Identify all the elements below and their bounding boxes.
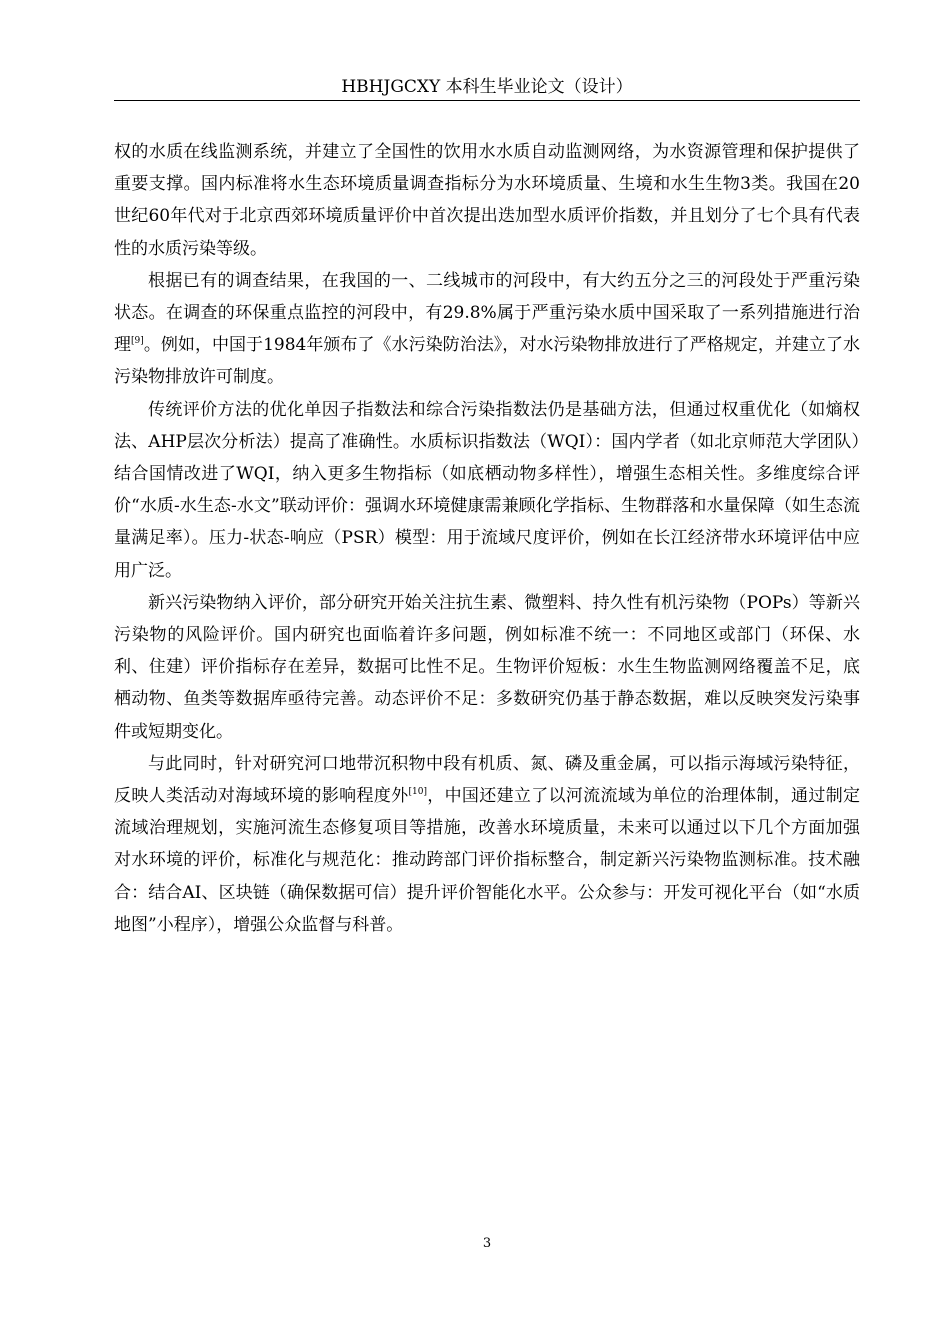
paragraph-2-text-before: 根据已有的调查结果，在我国的一、二线城市的河段中，有大约五分之三的河段处于严重污染状态。在调查的环保重点监控的河段中，有29.8%属于严重污染水质中国采取了一系列措施进行治理 [114, 270, 860, 356]
paragraph-5-text-before: 与此同时，针对研究河口地带沉积物中段有机质、氮、磷及重金属，可以指示海域污染特征，反映人类活动对海域环境的影响程度外 [114, 753, 860, 807]
citation-9: [9] [131, 336, 144, 347]
paragraph-1: 权的水质在线监测系统，并建立了全国性的饮用水水质自动监测网络，为水资源管理和保护提供了重要支撑。国内标准将水生态环境质量调查指标分为水环境质量、生境和水生生物3类。我国在20世纪60年代对于北京西郊环境质量评价中首次提出迭加型水质评价指数，并且划分了七个具有代表性的水质污染等级。 [114, 142, 860, 259]
page-number: 3 [482, 1236, 492, 1251]
citation-10: [10] [408, 787, 427, 798]
paragraph-3: 传统评价方法的优化单因子指数法和综合污染指数法仍是基础方法，但通过权重优化（如熵权法、AHP层次分析法）提高了准确性。水质标识指数法（WQI）：国内学者（如北京师范大学团队）结合国情改进了WQI，纳入更多生物指标（如底栖动物多样性），增强生态相关性。多维度综合评价“水质-水生态-水文”联动评价：强调水环境健康需兼顾化学指标、生物群落和水量保障（如生态流量满足率）。压力-状态-响应（PSR）模型：用于流域尺度评价，例如在长江经济带水环境评估中应用广泛。 [114, 399, 860, 581]
body-text [114, 136, 860, 941]
page-header-title: HBHJGCXY 本科生毕业论文（设计） [341, 77, 633, 97]
paragraph-2-text-after: 。例如，中国于1984年颁布了《水污染防治法》，对水污染物排放进行了严格规定，并建立了水污染物排放许可制度。 [114, 335, 861, 388]
paragraph-2 [114, 265, 860, 394]
header-divider [114, 100, 860, 101]
paragraph-5 [114, 748, 860, 941]
paragraph-4: 新兴污染物纳入评价，部分研究开始关注抗生素、微塑料、持久性有机污染物（POPs）等新兴污染物的风险评价。国内研究也面临着许多问题，例如标准不统一：不同地区或部门（环保、水利、住建）评价指标存在差异，数据可比性不足。生物评价短板：水生生物监测网络覆盖不足，底栖动物、鱼类等数据库亟待完善。动态评价不足：多数研究仍基于静态数据，难以反映突发污染事件或短期变化。 [114, 592, 860, 742]
paragraph-5-text-after: ，中国还建立了以河流流域为单位的治理体制，通过制定流域治理规划，实施河流生态修复项目等措施，改善水环境质量，未来可以通过以下几个方面加强对水环境的评价，标准化与规范化：推动跨部门评价指标整合，制定新兴污染物监测标准。技术融合：结合AI、区块链（确保数据可信）提升评价智能化水平。公众参与：开发可视化平台（如“水质地图”小程序），增强公众监督与科普。 [114, 786, 861, 935]
